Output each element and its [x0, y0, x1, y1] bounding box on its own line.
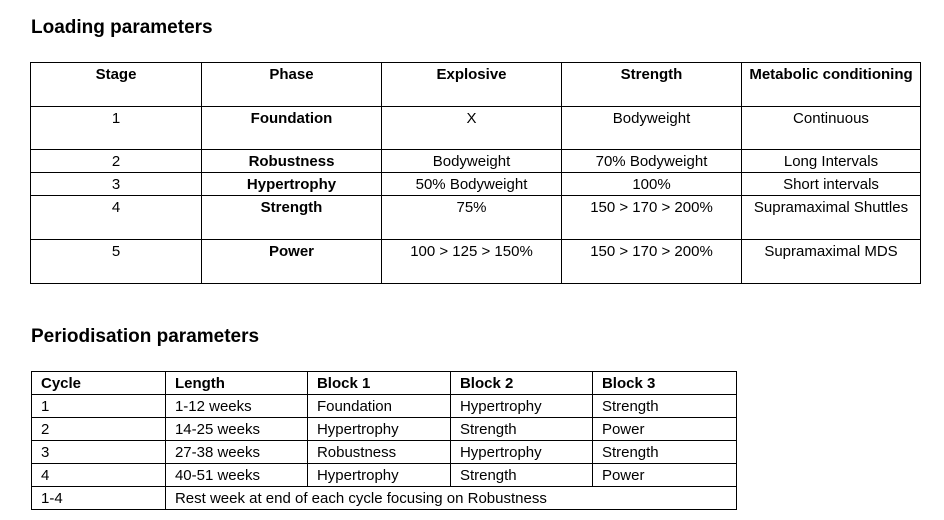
metabolic-cell: Supramaximal MDS	[742, 240, 921, 284]
table-row	[31, 173, 921, 196]
table-row	[31, 150, 921, 173]
strength-cell: 150 > 170 > 200%	[562, 196, 742, 240]
header-cycle: Cycle	[32, 372, 166, 395]
table-row	[32, 464, 737, 487]
table-row	[31, 240, 921, 284]
phase-cell: Foundation	[202, 107, 382, 150]
explosive-cell: 75%	[382, 196, 562, 240]
periodisation-parameters-table	[31, 371, 737, 510]
header-block-3: Block 3	[592, 372, 736, 395]
stage-cell: 4	[31, 196, 202, 240]
cycle-cell: 1	[32, 395, 166, 418]
table-row	[31, 196, 921, 240]
table-row	[32, 441, 737, 464]
header-length: Length	[165, 372, 307, 395]
block1-cell: Foundation	[307, 395, 450, 418]
cycle-cell: 3	[32, 441, 166, 464]
cycle-cell: 4	[32, 464, 166, 487]
strength-cell: 70% Bodyweight	[562, 150, 742, 173]
phase-cell: Robustness	[202, 150, 382, 173]
stage-cell: 5	[31, 240, 202, 284]
strength-cell: 150 > 170 > 200%	[562, 240, 742, 284]
block1-cell: Hypertrophy	[307, 464, 450, 487]
strength-cell: 100%	[562, 173, 742, 196]
header-stage: Stage	[31, 63, 202, 107]
metabolic-cell: Continuous	[742, 107, 921, 150]
table-row	[31, 107, 921, 150]
table-header-row	[32, 372, 737, 395]
stage-cell: 1	[31, 107, 202, 150]
loading-parameters-table	[30, 62, 921, 284]
block3-cell: Strength	[592, 395, 736, 418]
phase-cell: Strength	[202, 196, 382, 240]
block3-cell: Power	[592, 418, 736, 441]
rest-week-note: Rest week at end of each cycle focusing on Robustness	[165, 487, 736, 510]
explosive-cell: 50% Bodyweight	[382, 173, 562, 196]
block2-cell: Strength	[450, 418, 592, 441]
explosive-cell: 100 > 125 > 150%	[382, 240, 562, 284]
table-row	[32, 395, 737, 418]
block2-cell: Hypertrophy	[450, 441, 592, 464]
header-block-1: Block 1	[307, 372, 450, 395]
block1-cell: Robustness	[307, 441, 450, 464]
block1-cell: Hypertrophy	[307, 418, 450, 441]
length-cell: 27-38 weeks	[165, 441, 307, 464]
block2-cell: Strength	[450, 464, 592, 487]
table-header-row	[31, 63, 921, 107]
cycle-cell: 1-4	[32, 487, 166, 510]
header-metabolic-conditioning: Metabolic conditioning	[742, 63, 921, 107]
loading-parameters-heading: Loading parameters	[31, 17, 213, 38]
explosive-cell: Bodyweight	[382, 150, 562, 173]
length-cell: 40-51 weeks	[165, 464, 307, 487]
metabolic-cell: Supramaximal Shuttles	[742, 196, 921, 240]
strength-cell: Bodyweight	[562, 107, 742, 150]
block2-cell: Hypertrophy	[450, 395, 592, 418]
table-row	[32, 418, 737, 441]
table-footer-row	[32, 487, 737, 510]
periodisation-parameters-heading: Periodisation parameters	[31, 326, 260, 347]
metabolic-cell: Long Intervals	[742, 150, 921, 173]
header-phase: Phase	[202, 63, 382, 107]
block3-cell: Strength	[592, 441, 736, 464]
stage-cell: 3	[31, 173, 202, 196]
phase-cell: Hypertrophy	[202, 173, 382, 196]
block3-cell: Power	[592, 464, 736, 487]
header-explosive: Explosive	[382, 63, 562, 107]
header-block-2: Block 2	[450, 372, 592, 395]
cycle-cell: 2	[32, 418, 166, 441]
length-cell: 14-25 weeks	[165, 418, 307, 441]
stage-cell: 2	[31, 150, 202, 173]
phase-cell: Power	[202, 240, 382, 284]
metabolic-cell: Short intervals	[742, 173, 921, 196]
explosive-cell: X	[382, 107, 562, 150]
length-cell: 1-12 weeks	[165, 395, 307, 418]
header-strength: Strength	[562, 63, 742, 107]
